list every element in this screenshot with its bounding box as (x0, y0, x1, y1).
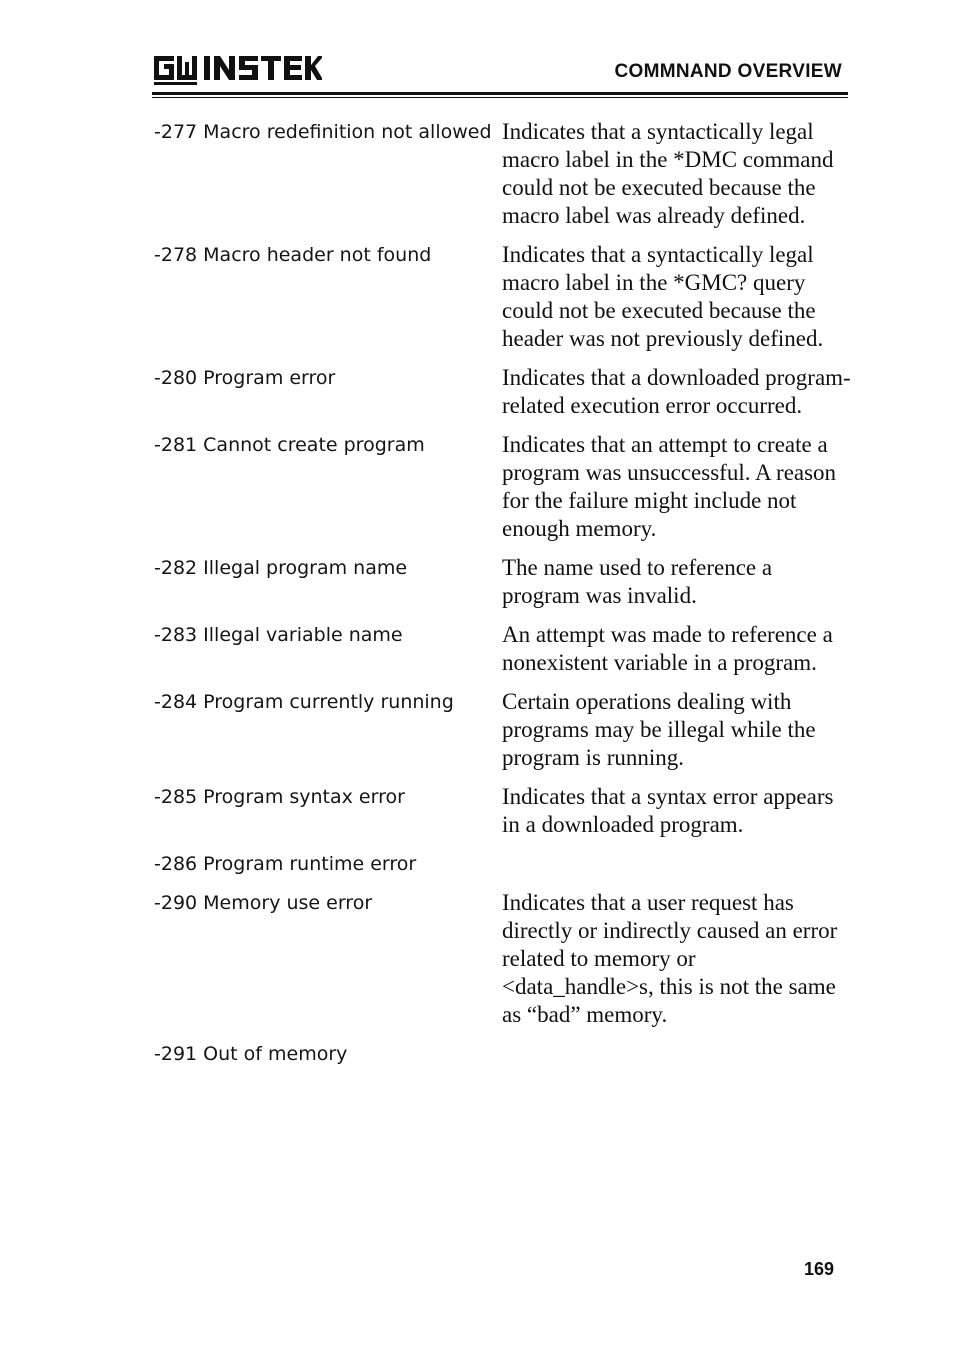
error-description: Indicates that a user request has directly or indirectly caused an error related to memory or <data_handle>s, this is not the same as “bad” memory. (502, 890, 838, 1027)
error-code: -286 Program runtime error (154, 853, 417, 875)
gw-instek-logo-mark (152, 52, 322, 86)
table-row (154, 688, 854, 772)
table-row (154, 241, 854, 353)
error-code: -285 Program syntax error (154, 786, 405, 808)
error-description: The name used to reference a program was invalid. (502, 555, 773, 608)
table-row (154, 431, 854, 543)
error-description: Indicates that a downloaded program-related execution error occurred. (502, 365, 851, 418)
error-code: -277 Macro redefinition not allowed (154, 121, 492, 143)
error-code: -281 Cannot create program (154, 434, 425, 456)
error-description: Indicates that a syntactically legal macro label in the *DMC command could not be executed because the macro label was already defined. (502, 119, 834, 228)
error-description (502, 850, 852, 878)
section-title: COMMNAND OVERVIEW (614, 61, 842, 82)
error-code: -291 Out of memory (154, 1043, 348, 1065)
header-rule-thick (152, 92, 848, 95)
table-row (154, 364, 854, 420)
table-row (154, 850, 854, 878)
error-code: -282 Illegal program name (154, 557, 408, 579)
table-row (154, 118, 854, 230)
table-row (154, 621, 854, 677)
error-code: -283 Illegal variable name (154, 624, 403, 646)
gw-instek-logo (152, 52, 322, 86)
table-row (154, 1040, 854, 1068)
header-rule-thin (152, 97, 848, 98)
error-code: -290 Memory use error (154, 892, 373, 914)
error-description: Indicates that a syntax error appears in a downloaded program. (502, 784, 834, 837)
error-description: Indicates that an attempt to create a program was unsuccessful. A reason for the failure might include not enough memory. (502, 432, 837, 541)
error-description: Indicates that a syntactically legal macro label in the *GMC? query could not be executed because the header was not previously defined. (502, 242, 824, 351)
table-row (154, 554, 854, 610)
error-code-table (154, 118, 854, 1079)
error-description (502, 1040, 852, 1068)
table-row (154, 783, 854, 839)
page-number: 169 (804, 1259, 835, 1279)
error-description: An attempt was made to reference a nonexistent variable in a program. (502, 622, 833, 675)
error-code: -284 Program currently running (154, 691, 454, 713)
table-row (154, 889, 854, 1029)
error-code: -280 Program error (154, 367, 336, 389)
error-description: Certain operations dealing with programs may be illegal while the program is running. (502, 689, 816, 770)
page-header (152, 50, 848, 100)
error-code: -278 Macro header not found (154, 244, 432, 266)
